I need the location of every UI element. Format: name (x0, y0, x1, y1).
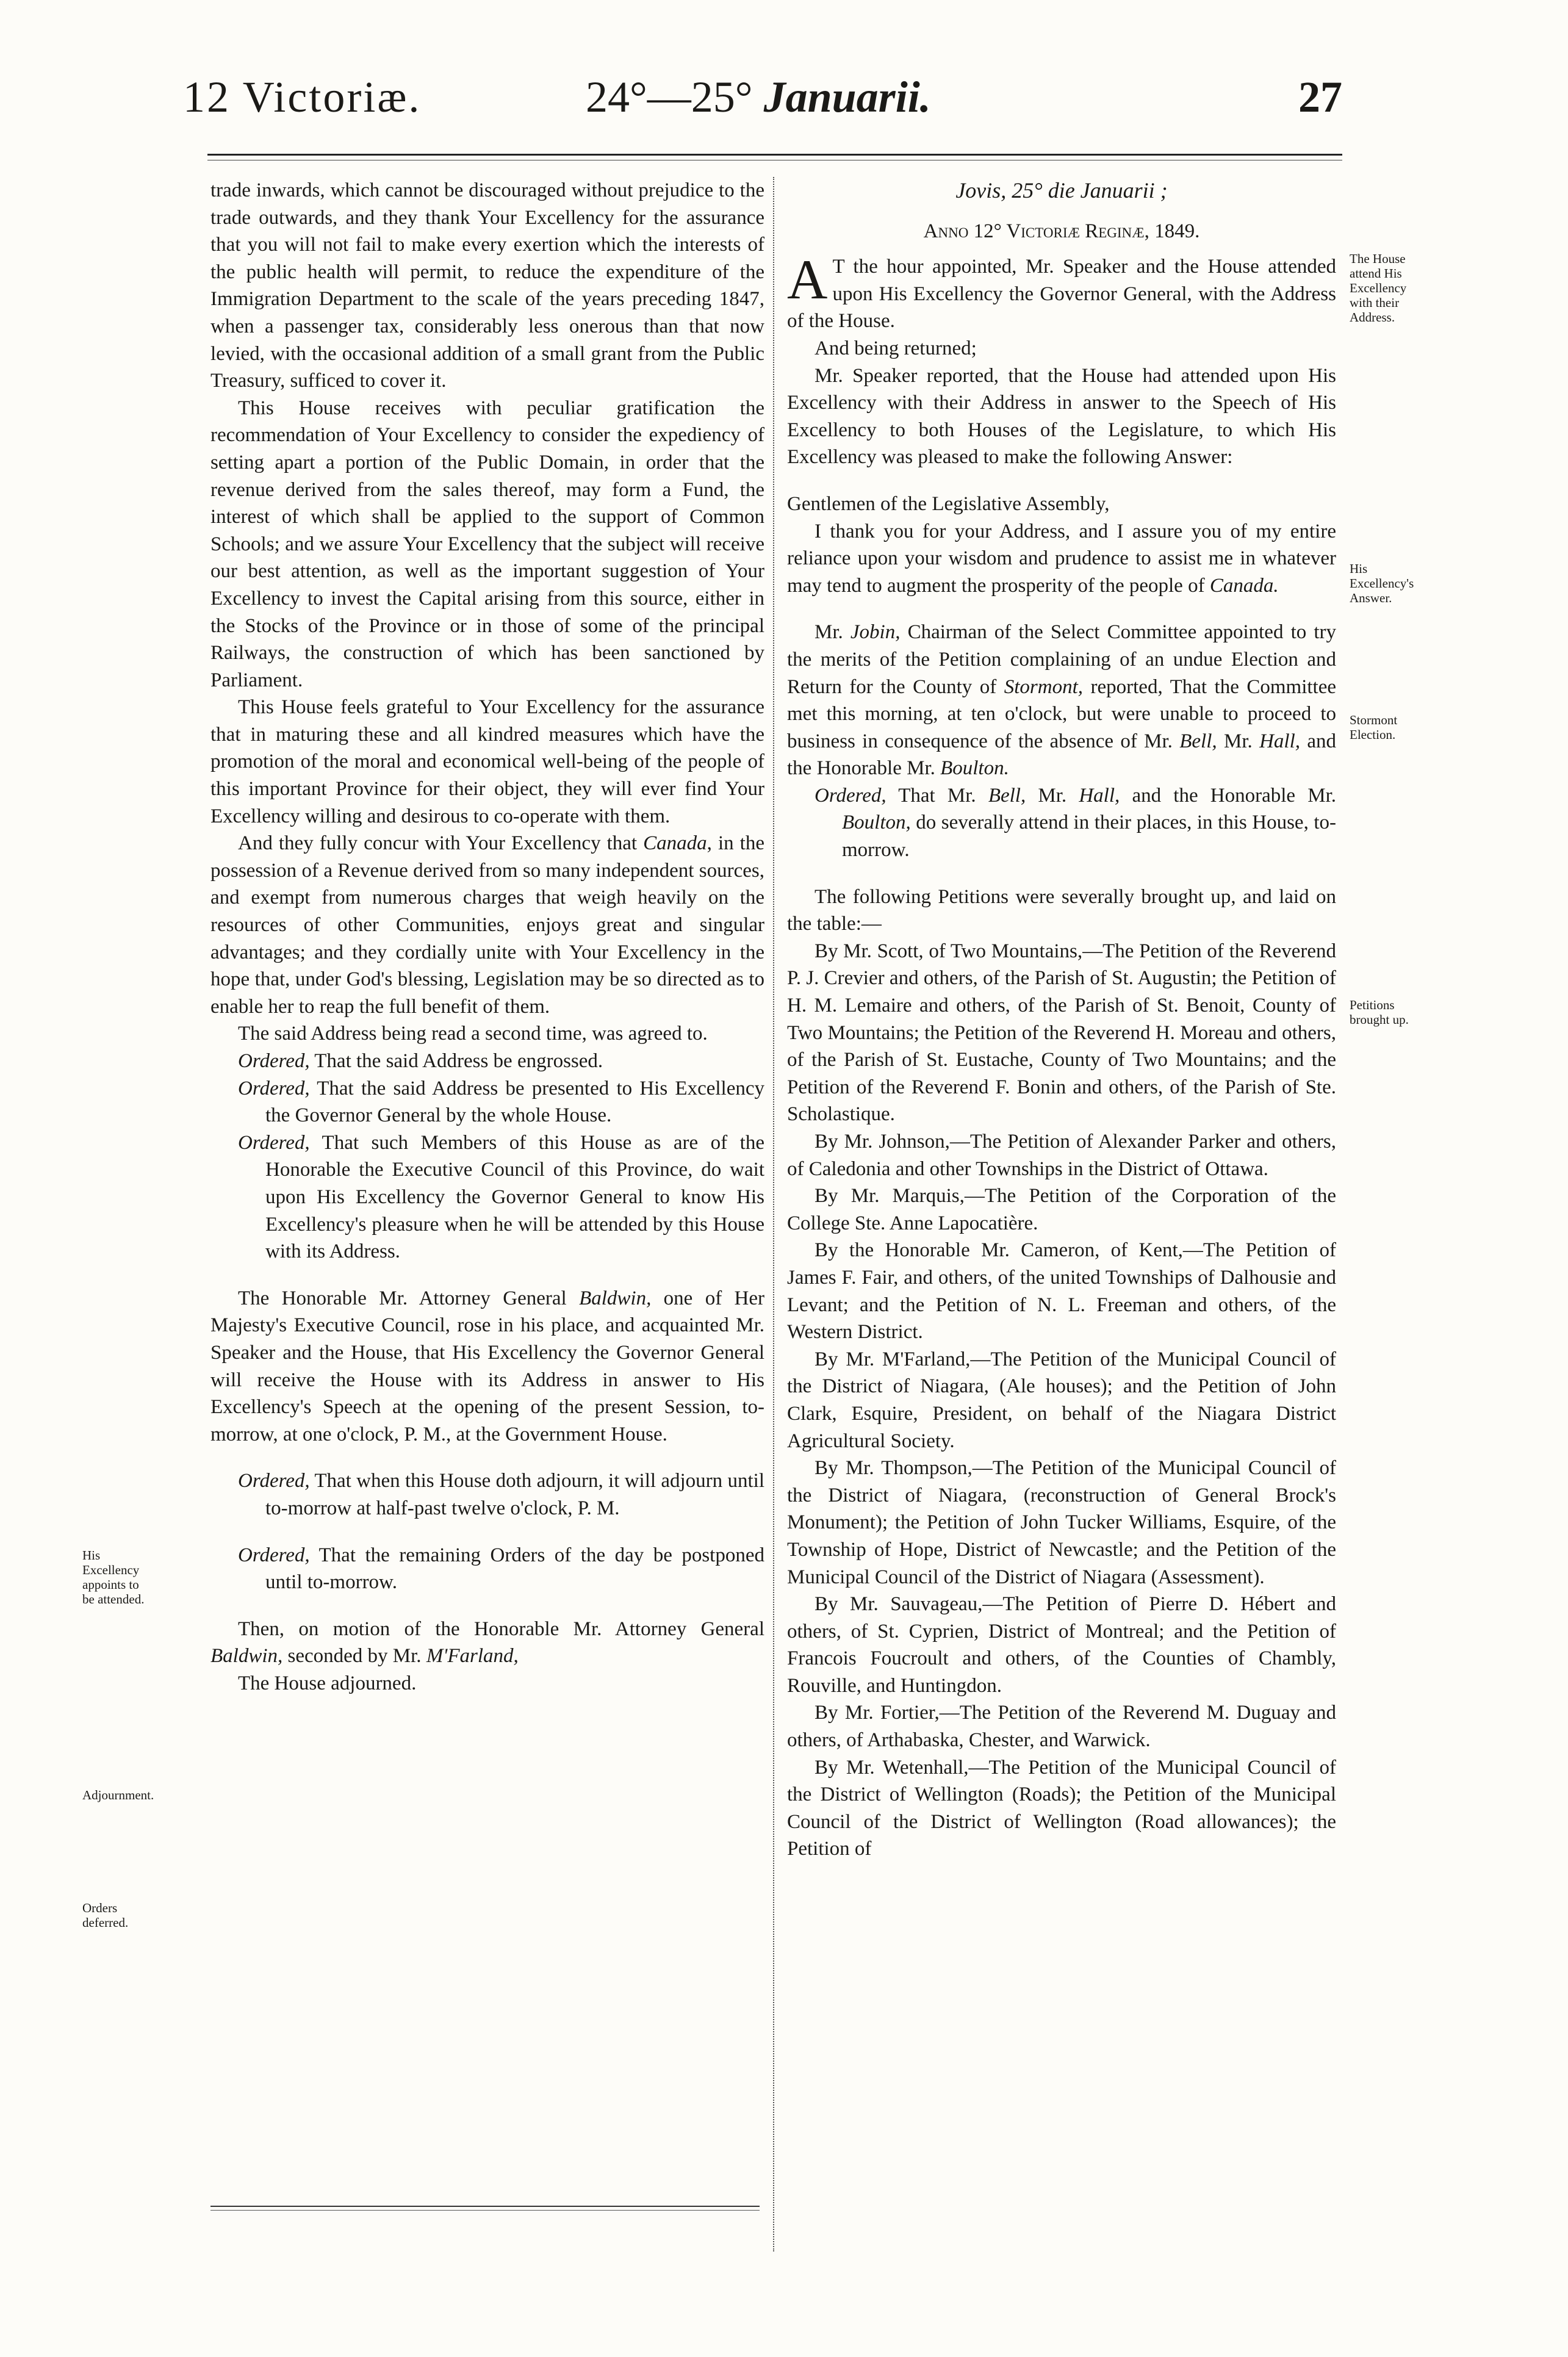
order: Ordered, That the remaining Orders of the day be postponed until to-morrow. (238, 1544, 764, 1594)
column-end-rule-thin (210, 2210, 760, 2211)
paragraph: And being returned; (815, 337, 977, 359)
order: Ordered, That when this House doth adjourn, it will adjourn until to-morrow at half-past twelve o'clock, P. M. (238, 1470, 764, 1519)
right-column (787, 177, 1336, 1863)
order: Ordered, That such Members of this House as are of the Honorable the Executive Council of this Province, do wait upon His Excellency the Governor General to know His Excellency's pleasure when he will be attended by this House with its Address. (238, 1131, 764, 1263)
margin-note-adjournment: Adjournment. (82, 1788, 154, 1802)
sitting-year: Anno 12° Victoriæ Reginæ, 1849. (923, 220, 1200, 242)
column-end-rule (210, 2206, 760, 2207)
running-head-month: Januarii. (763, 73, 931, 121)
paragraph: Mr. Speaker reported, that the House had attended upon His Excellency with their Address in answer to the Speech of His Excellency to both Houses of the Legislature, to which His Excellency was pleased to make the following Answer: (787, 364, 1336, 469)
running-head-date (586, 72, 931, 123)
petition-entry: By Mr. Johnson,—The Petition of Alexander Parker and others, of Caledonia and other Townships in the District of Ottawa. (787, 1131, 1336, 1180)
petition-entry: By Mr. Marquis,—The Petition of the Corporation of the College Ste. Anne Lapocatière. (787, 1185, 1336, 1234)
paragraph: The said Address being read a second time, was agreed to. (238, 1023, 708, 1045)
page-header (183, 72, 1342, 139)
petition-entry: By Mr. M'Farland,—The Petition of the Municipal Council of the District of Niagara, (Ale houses); and the Petition of John Clark, Esquire, President, on behalf of the Niagara District Agricultural Society. (787, 1348, 1336, 1452)
margin-note-excellency-appoints: His Excellency appoints to be attended. (82, 1548, 145, 1607)
paragraph: The Honorable Mr. Attorney General Baldwin, one of Her Majesty's Executive Council, rose in his place, and acquainted Mr. Speaker and the House, that His Excellency the Governor General will receive the House with its Address in answer to His Excellency's Speech at the opening of the present Session, to-morrow, at one o'clock, P. M., at the Government House. (210, 1287, 765, 1445)
petition-entry: By Mr. Thompson,—The Petition of the Municipal Council of the District of Niagara, (reconstruction of General Brock's Monument); the Petition of John Tucker Williams, Esquire, of the Township of Hope, District of Newcastle; and the Petition of the Municipal Council of the District of Niagara (Assessment). (787, 1457, 1336, 1588)
order: Ordered, That Mr. Bell, Mr. Hall, and the Honorable Mr. Boulton, do severally attend in their places, in this House, to-morrow. (815, 784, 1336, 862)
petition-entry: By Mr. Wetenhall,—The Petition of the Municipal Council of the District of Wellington (Roads); the Petition of the Municipal Council of the District of Wellington (Road allowances); the Petition of (787, 1756, 1336, 1860)
paragraph: Then, on motion of the Honorable Mr. Attorney General Baldwin, seconded by Mr. M'Farland, (210, 1618, 764, 1668)
page-number: 27 (1298, 73, 1342, 121)
column-divider (773, 177, 774, 2251)
excellency-answer: I thank you for your Address, and I assure you of my entire reliance upon your wisdom and prudence to assist me in whatever may tend to augment the prosperity of the people of Canada. (787, 520, 1336, 597)
margin-note-stormont: Stormont Election. (1350, 713, 1398, 742)
salutation: Gentlemen of the Legislative Assembly, (787, 492, 1110, 515)
drop-cap: A (787, 248, 828, 311)
petition-entry: By the Honorable Mr. Cameron, of Kent,—The Petition of James F. Fair, and others, of the united Townships of Dalhousie and Levant; and the Petition of N. L. Freeman and others, of the Western District. (787, 1239, 1336, 1344)
paragraph: This House receives with peculiar gratification the recommendation of Your Excellency to consider the expediency of setting apart a portion of the Public Domain, in order that the revenue derived from the sales thereof, may form a Fund, the interest of which shall be applied to the support of Common Schools; and we assure Your Excellency that the subject will receive our best attention, as well as the important suggestion of Your Excellency to invest the Capital arising from this source, either in the Stocks of the Province or in those of some of the principal Railways, the construction of which has been sanctioned by Parliament. (210, 397, 764, 691)
margin-note-orders-deferred: Orders deferred. (82, 1901, 129, 1930)
running-head-regnal-year: 12 Victoriæ. (183, 73, 422, 121)
margin-note-petitions: Petitions brought up. (1350, 998, 1409, 1027)
left-column (210, 177, 764, 1697)
paragraph: Mr. Jobin, Chairman of the Select Committee appointed to try the merits of the Petition complaining of an undue Election and Return for the County of Stormont, reported, That the Committee met this morning, at ten o'clock, but were unable to proceed to business in consequence of the absence of Mr. Bell, Mr. Hall, and the Honorable Mr. Boulton. (787, 621, 1337, 780)
petition-entry: By Mr. Scott, of Two Mountains,—The Petition of the Reverend P. J. Crevier and others, of the Parish of St. Augustin; the Petition of H. M. Lemaire and others, of the Parish of St. Benoit, County of Two Mountains; the Petition of the Reverend H. Moreau and others, of the Parish of St. Eustache, County of Two Mountains; and the Petition of the Reverend F. Bonin and others, of the Parish of Ste. Scholastique. (787, 940, 1336, 1126)
margin-note-excellency-answer: His Excellency's Answer. (1350, 561, 1414, 605)
petition-entry: By Mr. Sauvageau,—The Petition of Pierre D. Hébert and others, of St. Cyprien, District of Montreal; and the Petition of Francois Foucroult and others, of the Counties of Chambly, Rouville, and Huntingdon. (787, 1593, 1336, 1697)
paragraph: A T the hour appointed, Mr. Speaker and the House attended upon His Excellency the Governor General, with the Address of the House. (787, 248, 1336, 333)
paragraph: And they fully concur with Your Excellency that Canada, in the possession of a Revenue derived from so many independent sources, and exempt from numerous charges that weigh heavily on the resources of other Communities, enjoys great and singular advantages; and they cordially unite with Your Excellency in the hope that, under God's blessing, Legislation may be so directed as to enable her to reap the full benefit of them. (210, 832, 764, 1018)
petition-entry: By Mr. Fortier,—The Petition of the Reverend M. Duguay and others, of Arthabaska, Chester, and Warwick. (787, 1702, 1336, 1752)
sitting-date: Jovis, 25° die Januarii ; (955, 178, 1168, 203)
order: Ordered, That the said Address be engrossed. (238, 1050, 603, 1072)
paragraph: The following Petitions were severally brought up, and laid on the table:— (787, 885, 1336, 935)
header-rule (207, 154, 1342, 156)
paragraph: trade inwards, which cannot be discouraged without prejudice to the trade outwards, and they thank Your Excellency for the assurance that you will not fail to make every exertion which the interests of the public health will permit, to reduce the expenditure of the Immigration Department to the scale of the years preceding 1847, when a passenger tax, considerably less onerous than that now levied, with the occasional addition of a small grant from the Public Treasury, sufficed to cover it. (210, 179, 764, 392)
running-head-days: 24°—25° (586, 73, 753, 121)
order: Ordered, That the said Address be presented to His Excellency the Governor General by the whole House. (238, 1077, 764, 1127)
paragraph: This House feels grateful to Your Excellency for the assurance that in maturing these and all kindred measures which have the promotion of the moral and economical well-being of the people of this important Province for their object, they will ever find Your Excellency willing and desirous to co-operate with them. (210, 696, 764, 827)
paragraph: The House adjourned. (238, 1672, 417, 1694)
margin-note-house-attend: The House attend His Excellency with their Address. (1350, 251, 1407, 325)
